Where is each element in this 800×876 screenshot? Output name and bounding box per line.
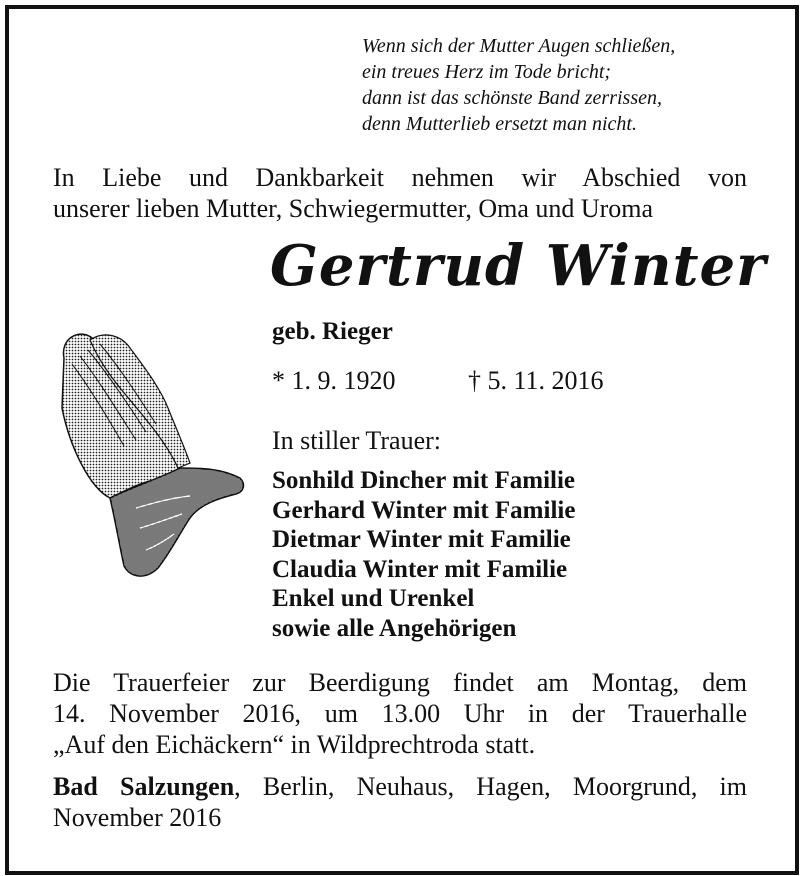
poem-line: Wenn sich der Mutter Augen schließen, xyxy=(362,35,676,57)
mourner: Dietmar Winter mit Familie xyxy=(272,526,571,554)
mourner: Enkel und Urenkel xyxy=(272,585,475,613)
service-line: Die Trauerfeier zur Beerdigung findet am Montag, dem xyxy=(53,668,747,697)
service-info xyxy=(53,667,747,760)
place-date xyxy=(53,771,747,833)
mourning-intro: In stiller Trauer: xyxy=(272,426,441,455)
service-line: 14. November 2016, um 13.00 Uhr in der Trauerhalle xyxy=(53,699,747,728)
place-city: Bad Salzungen xyxy=(53,772,235,801)
birth-date: * 1. 9. 1920 xyxy=(272,366,396,395)
mourner: Claudia Winter mit Familie xyxy=(272,555,568,583)
intro-line: unserer lieben Mutter, Schwiegermutter, Oma und Uroma xyxy=(53,194,654,223)
deceased-name: Gertrud Winter xyxy=(270,233,767,299)
place-others: , Berlin, Neuhaus, Hagen, Moorgrund, im xyxy=(234,772,747,801)
death-date: † 5. 11. 2016 xyxy=(468,366,604,395)
poem-line: dann ist das schönste Band zerrissen, xyxy=(362,87,662,109)
place-line xyxy=(53,771,747,802)
place-month: November 2016 xyxy=(53,803,222,832)
poem-line: ein treues Herz im Tode bricht; xyxy=(362,61,612,83)
service-line: „Auf den Eichäckern“ in Wildprechtroda statt. xyxy=(53,730,536,759)
mourner: sowie alle Angehörigen xyxy=(272,614,517,642)
mourners-list xyxy=(272,466,575,644)
mourner: Sonhild Dincher mit Familie xyxy=(272,467,576,494)
life-dates xyxy=(272,366,604,396)
intro-text xyxy=(53,162,747,224)
poem-line: denn Mutterlieb ersetzt man nicht. xyxy=(362,113,637,135)
maiden-name: geb. Rieger xyxy=(272,318,393,345)
intro-line: In Liebe und Dankbarkeit nehmen wir Abschied von xyxy=(53,163,747,192)
mourner: Gerhard Winter mit Familie xyxy=(272,496,576,524)
praying-hands-icon xyxy=(50,328,250,588)
poem xyxy=(362,33,762,137)
